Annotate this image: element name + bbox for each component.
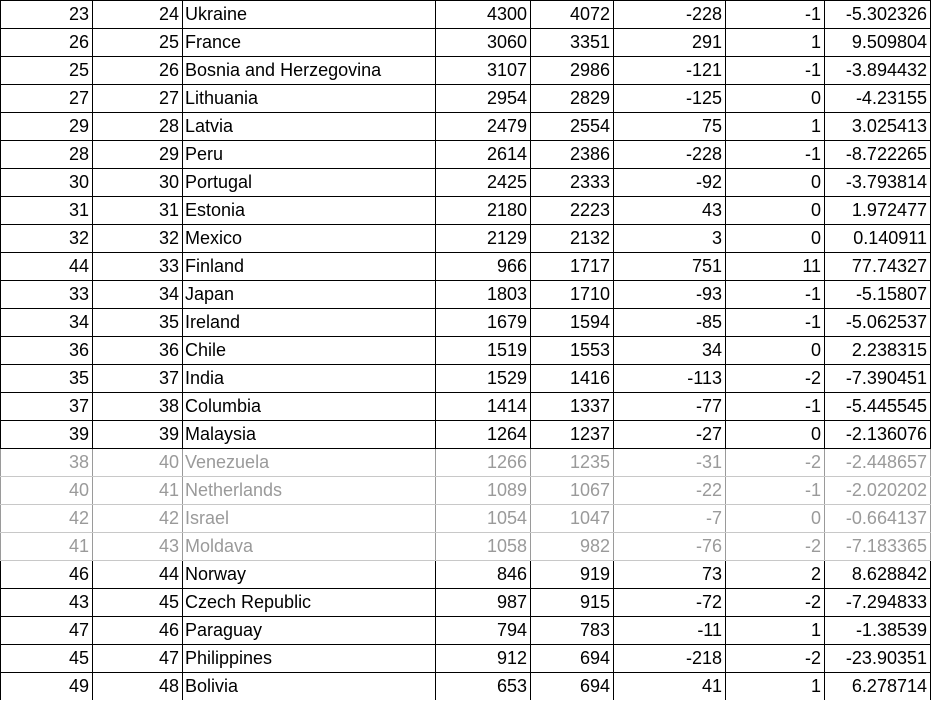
prev-rank-cell[interactable]: 34 <box>1 309 93 337</box>
rank-change-cell[interactable]: -2 <box>726 533 825 561</box>
percent-change-cell[interactable]: 8.628842 <box>825 561 931 589</box>
country-cell[interactable]: Finland <box>183 253 436 281</box>
prev-value-cell[interactable]: 1679 <box>436 309 531 337</box>
country-cell[interactable]: Paraguay <box>183 617 436 645</box>
value-cell[interactable]: 1717 <box>531 253 614 281</box>
percent-change-cell[interactable]: 0.140911 <box>825 225 931 253</box>
prev-rank-cell[interactable]: 44 <box>1 253 93 281</box>
change-cell[interactable]: -11 <box>614 617 726 645</box>
prev-rank-cell[interactable]: 26 <box>1 29 93 57</box>
prev-rank-cell[interactable]: 47 <box>1 617 93 645</box>
rank-cell[interactable]: 47 <box>93 645 183 673</box>
rank-cell[interactable]: 37 <box>93 365 183 393</box>
rank-change-cell[interactable]: 0 <box>726 225 825 253</box>
rank-change-cell[interactable]: 0 <box>726 169 825 197</box>
prev-rank-cell[interactable]: 30 <box>1 169 93 197</box>
percent-change-cell[interactable]: -2.020202 <box>825 477 931 505</box>
change-cell[interactable]: -92 <box>614 169 726 197</box>
change-cell[interactable]: -27 <box>614 421 726 449</box>
country-cell[interactable]: Venezuela <box>183 449 436 477</box>
prev-value-cell[interactable]: 1519 <box>436 337 531 365</box>
value-cell[interactable]: 694 <box>531 673 614 701</box>
rank-cell[interactable]: 41 <box>93 477 183 505</box>
change-cell[interactable]: 751 <box>614 253 726 281</box>
change-cell[interactable]: 3 <box>614 225 726 253</box>
rank-cell[interactable]: 26 <box>93 57 183 85</box>
country-cell[interactable]: Ireland <box>183 309 436 337</box>
rank-cell[interactable]: 39 <box>93 421 183 449</box>
rank-cell[interactable]: 40 <box>93 449 183 477</box>
rank-change-cell[interactable]: 0 <box>726 337 825 365</box>
rank-cell[interactable]: 48 <box>93 673 183 701</box>
value-cell[interactable]: 1710 <box>531 281 614 309</box>
prev-value-cell[interactable]: 2954 <box>436 85 531 113</box>
value-cell[interactable]: 3351 <box>531 29 614 57</box>
rank-cell[interactable]: 38 <box>93 393 183 421</box>
percent-change-cell[interactable]: -2.448657 <box>825 449 931 477</box>
prev-rank-cell[interactable]: 42 <box>1 505 93 533</box>
prev-value-cell[interactable]: 3107 <box>436 57 531 85</box>
value-cell[interactable]: 1237 <box>531 421 614 449</box>
rank-change-cell[interactable]: -2 <box>726 365 825 393</box>
percent-change-cell[interactable]: -7.294833 <box>825 589 931 617</box>
percent-change-cell[interactable]: 77.74327 <box>825 253 931 281</box>
country-cell[interactable]: Bolivia <box>183 673 436 701</box>
prev-value-cell[interactable]: 4300 <box>436 1 531 29</box>
table-row <box>1 477 931 505</box>
prev-rank-cell[interactable]: 43 <box>1 589 93 617</box>
percent-change-cell[interactable]: -1.38539 <box>825 617 931 645</box>
rank-cell[interactable]: 45 <box>93 589 183 617</box>
change-cell[interactable]: 43 <box>614 197 726 225</box>
country-cell[interactable]: Czech Republic <box>183 589 436 617</box>
rank-cell[interactable]: 31 <box>93 197 183 225</box>
prev-rank-cell[interactable]: 41 <box>1 533 93 561</box>
value-cell[interactable]: 919 <box>531 561 614 589</box>
prev-value-cell[interactable]: 912 <box>436 645 531 673</box>
change-cell[interactable]: -85 <box>614 309 726 337</box>
table-row <box>1 533 931 561</box>
change-cell[interactable]: -218 <box>614 645 726 673</box>
rank-change-cell[interactable]: 1 <box>726 113 825 141</box>
change-cell[interactable]: 75 <box>614 113 726 141</box>
change-cell[interactable]: -76 <box>614 533 726 561</box>
rank-cell[interactable]: 29 <box>93 141 183 169</box>
country-cell[interactable]: Israel <box>183 505 436 533</box>
rank-change-cell[interactable]: -1 <box>726 281 825 309</box>
rank-change-cell[interactable]: 1 <box>726 29 825 57</box>
percent-change-cell[interactable]: -5.445545 <box>825 393 931 421</box>
table-row <box>1 421 931 449</box>
table-row <box>1 589 931 617</box>
table-row <box>1 1 931 29</box>
percent-change-cell[interactable]: -3.894432 <box>825 57 931 85</box>
rank-cell[interactable]: 32 <box>93 225 183 253</box>
table-row <box>1 85 931 113</box>
table-row <box>1 29 931 57</box>
value-cell[interactable]: 1047 <box>531 505 614 533</box>
change-cell[interactable]: 34 <box>614 337 726 365</box>
rank-cell[interactable]: 28 <box>93 113 183 141</box>
value-cell[interactable]: 2829 <box>531 85 614 113</box>
table-row <box>1 141 931 169</box>
value-cell[interactable]: 1337 <box>531 393 614 421</box>
prev-rank-cell[interactable]: 27 <box>1 85 93 113</box>
change-cell[interactable]: -121 <box>614 57 726 85</box>
percent-change-cell[interactable]: 6.278714 <box>825 673 931 701</box>
percent-change-cell[interactable]: 3.025413 <box>825 113 931 141</box>
prev-rank-cell[interactable]: 33 <box>1 281 93 309</box>
country-cell[interactable]: Lithuania <box>183 85 436 113</box>
table-row <box>1 449 931 477</box>
value-cell[interactable]: 1067 <box>531 477 614 505</box>
percent-change-cell[interactable]: -7.390451 <box>825 365 931 393</box>
country-cell[interactable]: Malaysia <box>183 421 436 449</box>
table-row <box>1 309 931 337</box>
rank-change-cell[interactable]: -1 <box>726 141 825 169</box>
change-cell[interactable]: -228 <box>614 1 726 29</box>
prev-rank-cell[interactable]: 39 <box>1 421 93 449</box>
spreadsheet-body <box>1 1 931 701</box>
table-row <box>1 113 931 141</box>
value-cell[interactable]: 1594 <box>531 309 614 337</box>
value-cell[interactable]: 783 <box>531 617 614 645</box>
value-cell[interactable]: 2554 <box>531 113 614 141</box>
prev-rank-cell[interactable]: 31 <box>1 197 93 225</box>
value-cell[interactable]: 1235 <box>531 449 614 477</box>
prev-value-cell[interactable]: 1266 <box>436 449 531 477</box>
table-row <box>1 281 931 309</box>
prev-value-cell[interactable]: 1803 <box>436 281 531 309</box>
change-cell[interactable]: -228 <box>614 141 726 169</box>
table-row <box>1 337 931 365</box>
prev-rank-cell[interactable]: 28 <box>1 141 93 169</box>
table-row <box>1 393 931 421</box>
rank-cell[interactable]: 42 <box>93 505 183 533</box>
prev-value-cell[interactable]: 1264 <box>436 421 531 449</box>
rank-cell[interactable]: 43 <box>93 533 183 561</box>
value-cell[interactable]: 694 <box>531 645 614 673</box>
change-cell[interactable]: 291 <box>614 29 726 57</box>
rank-change-cell[interactable]: 0 <box>726 197 825 225</box>
change-cell[interactable]: -31 <box>614 449 726 477</box>
change-cell[interactable]: -22 <box>614 477 726 505</box>
percent-change-cell[interactable]: -0.664137 <box>825 505 931 533</box>
country-cell[interactable]: Portugal <box>183 169 436 197</box>
percent-change-cell[interactable]: -3.793814 <box>825 169 931 197</box>
prev-value-cell[interactable]: 653 <box>436 673 531 701</box>
percent-change-cell[interactable]: -23.90351 <box>825 645 931 673</box>
prev-value-cell[interactable]: 987 <box>436 589 531 617</box>
prev-value-cell[interactable]: 794 <box>436 617 531 645</box>
table-row <box>1 365 931 393</box>
rank-change-cell[interactable]: 2 <box>726 561 825 589</box>
table-row <box>1 225 931 253</box>
prev-rank-cell[interactable]: 32 <box>1 225 93 253</box>
country-cell[interactable]: Bosnia and Herzegovina <box>183 57 436 85</box>
percent-change-cell[interactable]: -5.062537 <box>825 309 931 337</box>
country-cell[interactable]: Chile <box>183 337 436 365</box>
prev-value-cell[interactable]: 3060 <box>436 29 531 57</box>
country-cell[interactable]: Norway <box>183 561 436 589</box>
value-cell[interactable]: 2223 <box>531 197 614 225</box>
prev-rank-cell[interactable]: 23 <box>1 1 93 29</box>
rank-cell[interactable]: 27 <box>93 85 183 113</box>
change-cell[interactable]: -125 <box>614 85 726 113</box>
table-row <box>1 253 931 281</box>
rank-cell[interactable]: 30 <box>93 169 183 197</box>
prev-rank-cell[interactable]: 38 <box>1 449 93 477</box>
rank-change-cell[interactable]: 0 <box>726 85 825 113</box>
percent-change-cell[interactable]: -5.302326 <box>825 1 931 29</box>
value-cell[interactable]: 2986 <box>531 57 614 85</box>
value-cell[interactable]: 1416 <box>531 365 614 393</box>
table-row <box>1 617 931 645</box>
change-cell[interactable]: 41 <box>614 673 726 701</box>
table-row <box>1 673 931 701</box>
rank-change-cell[interactable]: -1 <box>726 1 825 29</box>
percent-change-cell[interactable]: -8.722265 <box>825 141 931 169</box>
country-cell[interactable]: Estonia <box>183 197 436 225</box>
country-cell[interactable]: Latvia <box>183 113 436 141</box>
prev-value-cell[interactable]: 1414 <box>436 393 531 421</box>
prev-value-cell[interactable]: 2425 <box>436 169 531 197</box>
change-cell[interactable]: -72 <box>614 589 726 617</box>
percent-change-cell[interactable]: -4.23155 <box>825 85 931 113</box>
prev-value-cell[interactable]: 966 <box>436 253 531 281</box>
rank-change-cell[interactable]: -1 <box>726 477 825 505</box>
percent-change-cell[interactable]: 9.509804 <box>825 29 931 57</box>
prev-value-cell[interactable]: 1089 <box>436 477 531 505</box>
prev-value-cell[interactable]: 2614 <box>436 141 531 169</box>
prev-rank-cell[interactable]: 29 <box>1 113 93 141</box>
country-cell[interactable]: Ukraine <box>183 1 436 29</box>
value-cell[interactable]: 2386 <box>531 141 614 169</box>
rank-change-cell[interactable]: -2 <box>726 589 825 617</box>
rank-change-cell[interactable]: -2 <box>726 449 825 477</box>
rank-change-cell[interactable]: -2 <box>726 645 825 673</box>
table-row <box>1 169 931 197</box>
rank-cell[interactable]: 25 <box>93 29 183 57</box>
percent-change-cell[interactable]: -7.183365 <box>825 533 931 561</box>
value-cell[interactable]: 982 <box>531 533 614 561</box>
prev-value-cell[interactable]: 2479 <box>436 113 531 141</box>
prev-rank-cell[interactable]: 25 <box>1 57 93 85</box>
rank-cell[interactable]: 36 <box>93 337 183 365</box>
country-cell[interactable]: Columbia <box>183 393 436 421</box>
percent-change-cell[interactable]: -2.136076 <box>825 421 931 449</box>
value-cell[interactable]: 2132 <box>531 225 614 253</box>
change-cell[interactable]: -77 <box>614 393 726 421</box>
change-cell[interactable]: -93 <box>614 281 726 309</box>
prev-value-cell[interactable]: 846 <box>436 561 531 589</box>
rank-change-cell[interactable]: 11 <box>726 253 825 281</box>
percent-change-cell[interactable]: 2.238315 <box>825 337 931 365</box>
prev-rank-cell[interactable]: 37 <box>1 393 93 421</box>
table-row <box>1 505 931 533</box>
country-cell[interactable]: Netherlands <box>183 477 436 505</box>
prev-rank-cell[interactable]: 35 <box>1 365 93 393</box>
prev-rank-cell[interactable]: 46 <box>1 561 93 589</box>
percent-change-cell[interactable]: -5.15807 <box>825 281 931 309</box>
change-cell[interactable]: -113 <box>614 365 726 393</box>
value-cell[interactable]: 1553 <box>531 337 614 365</box>
value-cell[interactable]: 4072 <box>531 1 614 29</box>
rank-cell[interactable]: 35 <box>93 309 183 337</box>
prev-rank-cell[interactable]: 36 <box>1 337 93 365</box>
rank-change-cell[interactable]: -1 <box>726 393 825 421</box>
prev-value-cell[interactable]: 2129 <box>436 225 531 253</box>
rank-cell[interactable]: 44 <box>93 561 183 589</box>
rank-change-cell[interactable]: 0 <box>726 505 825 533</box>
rank-change-cell[interactable]: 1 <box>726 617 825 645</box>
rank-cell[interactable]: 33 <box>93 253 183 281</box>
prev-value-cell[interactable]: 1054 <box>436 505 531 533</box>
country-cell[interactable]: Japan <box>183 281 436 309</box>
prev-value-cell[interactable]: 2180 <box>436 197 531 225</box>
table-row <box>1 561 931 589</box>
prev-value-cell[interactable]: 1058 <box>436 533 531 561</box>
country-cell[interactable]: Moldava <box>183 533 436 561</box>
table-row <box>1 645 931 673</box>
rank-change-cell[interactable]: 0 <box>726 421 825 449</box>
change-cell[interactable]: -7 <box>614 505 726 533</box>
percent-change-cell[interactable]: 1.972477 <box>825 197 931 225</box>
country-cell[interactable]: India <box>183 365 436 393</box>
table-row <box>1 197 931 225</box>
country-cell[interactable]: France <box>183 29 436 57</box>
rank-change-cell[interactable]: -1 <box>726 309 825 337</box>
value-cell[interactable]: 915 <box>531 589 614 617</box>
rank-cell[interactable]: 34 <box>93 281 183 309</box>
table-row <box>1 57 931 85</box>
rank-cell[interactable]: 24 <box>93 1 183 29</box>
prev-rank-cell[interactable]: 40 <box>1 477 93 505</box>
prev-rank-cell[interactable]: 45 <box>1 645 93 673</box>
country-cell[interactable]: Peru <box>183 141 436 169</box>
rank-change-cell[interactable]: -1 <box>726 57 825 85</box>
rank-change-cell[interactable]: 1 <box>726 673 825 701</box>
country-cell[interactable]: Mexico <box>183 225 436 253</box>
prev-value-cell[interactable]: 1529 <box>436 365 531 393</box>
prev-rank-cell[interactable]: 49 <box>1 673 93 701</box>
value-cell[interactable]: 2333 <box>531 169 614 197</box>
change-cell[interactable]: 73 <box>614 561 726 589</box>
country-cell[interactable]: Philippines <box>183 645 436 673</box>
rank-cell[interactable]: 46 <box>93 617 183 645</box>
